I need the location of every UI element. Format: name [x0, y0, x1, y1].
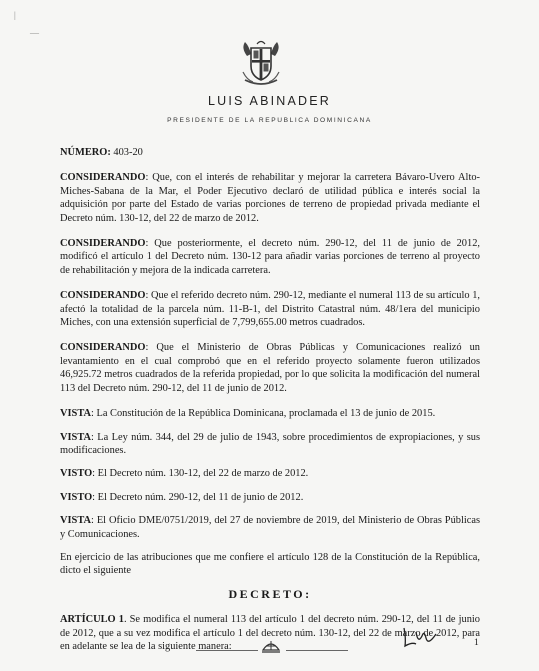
letterhead-title: PRESIDENTE DE LA REPUBLICA DOMINICANA — [167, 117, 372, 124]
visto-paragraph — [60, 467, 480, 480]
paragraph-lead: CONSIDERANDO — [60, 238, 146, 250]
considerando-paragraph — [60, 289, 480, 329]
small-seal-icon — [260, 636, 282, 654]
considerando-paragraph — [60, 237, 480, 277]
paragraph-lead: CONSIDERANDO — [60, 290, 146, 302]
decree-number — [60, 146, 480, 159]
corner-scan-mark: — — [30, 28, 39, 38]
paragraph-text: En ejercicio de las atribuciones que me confiere el artículo 128 de la Constitución de la República, dicto el siguiente — [60, 551, 480, 577]
page-number: 1 — [474, 638, 479, 648]
enacting-paragraph — [60, 551, 480, 578]
paragraph-lead: VISTA — [60, 408, 91, 420]
vista-paragraph — [60, 514, 480, 541]
paragraph-lead: CONSIDERANDO — [60, 172, 146, 184]
paragraph-text: : Que posteriormente, el decreto núm. 290-12, del 11 de junio de 2012, modificó el artículo 1 del Decreto núm. 130-12 para añadir varias porciones de terreno al proyecto de rehabilitación y mejora de la indicada carretera. — [60, 238, 480, 276]
letterhead-name: LUIS ABINADER — [207, 94, 332, 108]
paragraph-text: : El Decreto núm. 290-12, del 11 de junio de 2012. — [92, 491, 304, 503]
paragraph-text: : Que el Ministerio de Obras Públicas y Comunicaciones realizó un levantamiento en el cual comprobó que en el referido proyecto solamente fueron utilizados 46,925.72 metros cuadrados de la referida propiedad, por lo que solicita la modificación del numeral 113 del Decreto núm. 290-12, del 11 de junio de 2012. — [60, 342, 480, 394]
decree-number-label: NÚMERO: — [60, 147, 111, 158]
paragraph-text: : El Decreto núm. 130-12, del 22 de marzo de 2012. — [92, 468, 309, 480]
paragraph-text: : Que el referido decreto núm. 290-12, mediante el numeral 113 de su artículo 1, afectó la totalidad de la parcela núm. 11-B-1, del Distrito Catastral núm. 48/1era del municipio Miches, con una extensión superficial de 7,799,655.00 metros cuadrados. — [60, 290, 480, 329]
considerando-paragraph — [60, 341, 480, 395]
visto-paragraph — [60, 491, 480, 504]
paragraph-lead: CONSIDERANDO — [60, 342, 146, 354]
signature-initials — [400, 624, 440, 650]
paragraph-lead: VISTA — [60, 515, 91, 527]
articulo-text: . Se modifica el numeral 113 del artículo 1 del decreto núm. 290-12, del 11 de junio de 2012, que a su vez modifica el artículo 1 del decreto núm. 130-12, del 22 de marzo de 2012, para en adelante se lea de la siguiente manera: — [60, 614, 480, 652]
footer-divider — [196, 650, 258, 651]
paragraph-text: : Que, con el interés de rehabilitar y mejorar la carretera Bávaro-Uvero Alto-Miches-Sabana de la Mar, el Poder Ejecutivo declaró de utilidad pública e interés social la adquisición por parte del Estado de varias porciones de terreno de propiedad privada mediante el Decreto núm. 130-12, del 22 de marzo de 2012. — [60, 172, 480, 224]
document-body — [60, 146, 480, 665]
decree-number-value: 403-20 — [113, 147, 143, 158]
corner-scan-mark: | — [14, 10, 16, 20]
footer-divider — [286, 650, 348, 651]
paragraph-text: : La Ley núm. 344, del 29 de julio de 1943, sobre procedimientos de expropiaciones, y sus modificaciones. — [60, 431, 480, 456]
vista-paragraph — [60, 407, 480, 420]
decreto-heading: DECRETO: — [228, 586, 312, 601]
considerando-paragraph — [60, 171, 480, 225]
coat-of-arms-icon — [237, 36, 285, 88]
paragraph-text: : La Constitución de la República Dominicana, proclamada el 13 de junio de 2015. — [91, 408, 436, 420]
paragraph-lead: VISTO — [60, 468, 93, 480]
paragraph-lead: VISTO — [60, 491, 93, 503]
articulo-lead: ARTÍCULO 1 — [60, 614, 124, 626]
vista-paragraph — [60, 431, 480, 458]
paragraph-lead: VISTA — [60, 431, 91, 443]
paragraph-text: : El Oficio DME/0751/2019, del 27 de noviembre de 2019, del Ministerio de Obras Públicas y Comunicaciones. — [60, 515, 480, 540]
